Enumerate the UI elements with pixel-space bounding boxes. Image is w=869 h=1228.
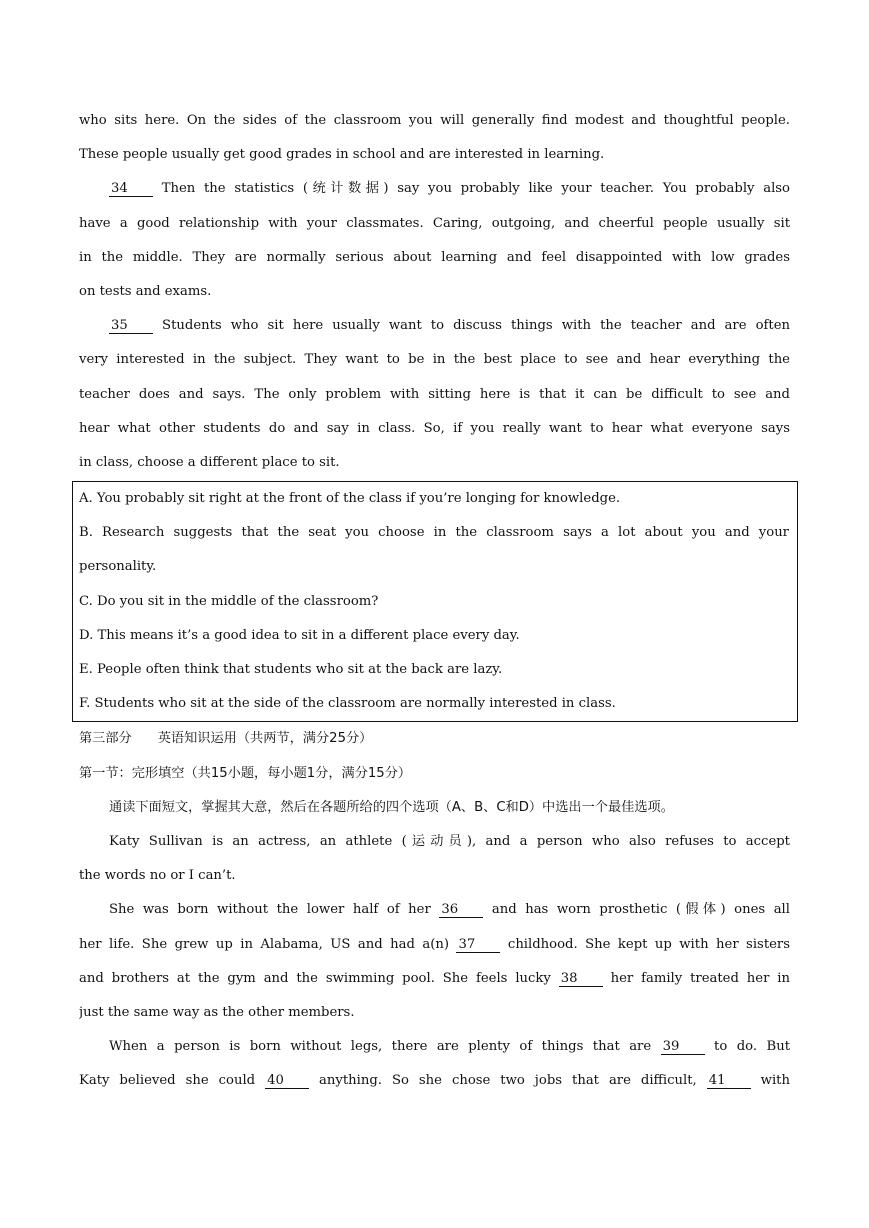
blank-40: 40 — [265, 1074, 309, 1089]
part-label: 第三部分 — [79, 731, 132, 747]
section-heading — [79, 722, 790, 756]
blank-38: 38 — [559, 972, 603, 987]
blank-35: 35 — [109, 319, 153, 334]
passage-line: the words no or I can’t. — [79, 868, 236, 884]
passage-line: in class, choose a different place to sit. — [79, 454, 340, 470]
instruction: 通读下面短文，掌握其大意，然后在各题所给的四个选项（A、B、C和D）中选出一个最佳选项。 — [109, 799, 674, 815]
blank-39: 39 — [661, 1040, 705, 1055]
passage-line: These people usually get good grades in school and are interested in learning. — [79, 147, 605, 163]
option-c: C. Do you sit in the middle of the classroom? — [79, 593, 379, 609]
option-f: F. Students who sit at the side of the classroom are normally interested in class. — [79, 696, 616, 712]
options-box — [72, 481, 798, 722]
option-b: B. Research suggests that the seat you choose in the classroom says a lot about you and your — [79, 525, 789, 541]
blank-34: 34 — [109, 182, 153, 197]
passage-line: very interested in the subject. They want to be in the best place to see and hear everything the — [79, 352, 790, 368]
passage-line: have a good relationship with your classmates. Caring, outgoing, and cheerful people usually sit — [79, 215, 790, 231]
passage-line: in the middle. They are normally serious about learning and feel disappointed with low grades — [79, 249, 790, 265]
passage-text: Students who sit here usually want to discuss things with the teacher and are often — [153, 318, 790, 334]
option-a: A. You probably sit right at the front of the class if you’re longing for knowledge. — [79, 491, 621, 507]
passage-line: and brothers at the gym and the swimming pool. She feels lucky 38 her family treated her in — [79, 970, 790, 986]
passage-line: hear what other students do and say in class. So, if you really want to hear what everyone says — [79, 420, 790, 436]
passage-line: just the same way as the other members. — [79, 1004, 355, 1020]
passage-line: on tests and exams. — [79, 283, 212, 299]
blank-37: 37 — [456, 938, 500, 953]
option-b-cont: personality. — [79, 559, 157, 575]
passage-line: her life. She grew up in Alabama, US and had a(n) 37 childhood. She kept up with her sisters — [79, 936, 790, 952]
option-d: D. This means it’s a good idea to sit in a different place every day. — [79, 627, 520, 643]
blank-41: 41 — [707, 1074, 751, 1089]
passage-text: Then the statistics (统计数据) say you probably like your teacher. You probably also — [153, 181, 790, 197]
passage-line — [79, 172, 790, 206]
passage-line — [79, 309, 790, 343]
passage-line: When a person is born without legs, there are plenty of things that are 39 to do. But — [109, 1039, 790, 1055]
passage-line: who sits here. On the sides of the classroom you will generally find modest and thoughtful people. — [79, 113, 790, 128]
option-e: E. People often think that students who sit at the back are lazy. — [79, 662, 503, 677]
passage-line: Katy Sullivan is an actress, an athlete (运动员), and a person who also refuses to accept — [109, 833, 790, 849]
document-page — [79, 104, 790, 1098]
sub-heading: 第一节：完形填空（共15小题，每小题1分，满分15分） — [79, 765, 412, 781]
passage-line: She was born without the lower half of her 36 and has worn prosthetic (假体) ones all — [109, 902, 790, 918]
blank-36: 36 — [439, 903, 483, 918]
passage-line: Katy believed she could 40 anything. So she chose two jobs that are difficult, 41 with — [79, 1073, 790, 1089]
part-title: 英语知识运用（共两节，满分25分） — [157, 731, 373, 747]
passage-line: teacher does and says. The only problem with sitting here is that it can be difficult to see and — [79, 386, 790, 402]
